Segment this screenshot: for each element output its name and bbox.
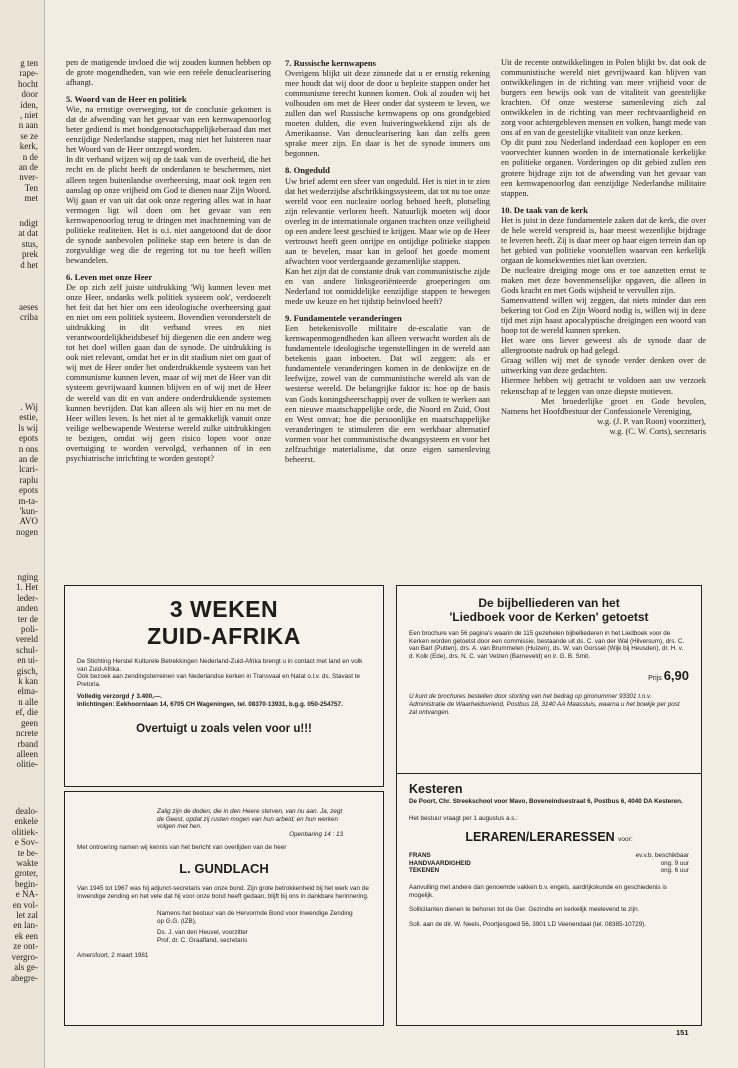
article-column-2 (285, 58, 490, 465)
gutter-line: enkele (14, 816, 38, 827)
gutter-block (18, 58, 44, 204)
ad-title: De bijbelliederen van het (478, 596, 620, 610)
paragraph: Graag willen wij met de synode verder denken over de uitwerking van deze gedachten. (501, 356, 706, 376)
obituary-intro: Met ontroering namen wij kennis van het bericht van overlijden van de heer (77, 844, 287, 852)
ad-price: Volledig verzorgd ƒ 3.400,—. (77, 693, 162, 701)
gutter-line: ter de (17, 613, 38, 624)
page-number: 151 (676, 1028, 689, 1037)
gutter-line: n ons (18, 443, 38, 454)
paragraph: pen de matigende invloed die wij zouden kunnen hebben op de grote mogendheden, van wie een reëele denuclearisering afhangt. (66, 58, 271, 88)
gutter-line: nogen (16, 526, 38, 537)
obituary-body: Van 1945 tot 1967 was hij adjunct-secretaris van onze bond. Zijn grote betrokkenheid bij het werk van de Inwendige zending en het vele dat hij voor onze bond heeft gedaan, blijft bij ons in dankbare herinnering. (77, 884, 369, 900)
gutter-line: let zal (16, 910, 38, 921)
paragraph: Het is juist in deze fundamentele zaken dat de kerk, die over de hele wereld verspreid is, haar meest wezenlijke bijdrage te leveren heeft. Zij is daar meer op haar eigen terrein dan op het gebied van politieke voorstellen waarvan een kerkelijk orgaan de konsekwenties niet kan overzien. (501, 215, 706, 265)
gutter-block (11, 806, 44, 983)
vacancy-row (397, 867, 701, 875)
vacancy-detail: ong. 9 uur (660, 859, 689, 867)
gutter-line: olitiek- (12, 826, 38, 837)
gutter-line: epots (19, 485, 38, 496)
vacancy-note: Sollicitanten dienen te behoren tot de Ger. Gezindte en kerkelijk meelevend te zijn. (409, 906, 640, 914)
gutter-line: elma- (17, 686, 38, 697)
gutter-line: n alle (18, 696, 38, 707)
ad-order-info: U kunt de brochures bestellen door storting van het bedrag op gironummer 93301 t.n.v. Administratie de Waarheidsvriend, Postbus 18, 3140 AA Maassluis, waarna u het boekje per post zal ontvangen. (409, 693, 680, 716)
gutter-line: kerk, (19, 141, 38, 152)
obituary-secretary: Prof. dr. C. Graafland, secretaris (157, 936, 248, 944)
gutter-line: leder- (17, 592, 38, 603)
gutter-line: e Sov- (14, 837, 38, 848)
gutter-line: ndigt (19, 218, 38, 228)
gutter-line: en lan- (13, 920, 38, 931)
paragraph: De nucleaire dreiging moge ons er toe aanzetten ernst te maken met deze bovenmenselijke opgaven, die alleen in Gods kracht en met Gods wijsheid te vervullen zijn. (501, 265, 706, 296)
obituary-gundlach (64, 791, 384, 1026)
gutter-line: en ui- (17, 655, 38, 666)
closing-greeting: Met broederlijke groet en Gode bevolen, Namens het Hoofdbestuur der Confessionele Vereniging, (501, 396, 706, 416)
section-heading: 5. Woord van de Heer en politiek (66, 94, 187, 105)
paragraph: Overigens blijkt uit deze zinsnede dat u er ernstig rekening mee houdt dat wij door de door u bepleite stappen onder het communisme terecht kunnen komen. Ook al zouden wij het volhouden om met de Heer onder dat systeem te leven, we zullen dan wel Russische kernwapens op ons grondgebied moeten dulden, die even huiveringwekkend zijn als de Amerikaanse. Van denuclearisering kan dan zelfs geen sprake meer zijn. En daar is het de synode immers om begonnen. (285, 69, 490, 159)
vacancy-intro: Het bestuur vraagt per 1 augustus a.s.: (409, 814, 518, 822)
gutter-block (16, 402, 44, 537)
gutter-line: an de (18, 162, 38, 173)
gutter-line: rape- (19, 68, 38, 79)
gutter-line: olitie- (16, 759, 38, 770)
paragraph: In dit verband wijzen wij op de taak van de overheid, die het recht en de plicht heeft de onderdanen te beschermen, niet alleen tegen buitenlandse overheersing, maar ook tegen een aanslag op onze vrijheid om God te dienen naar Zijn Woord. Wij gaan er van uit dat ook onze regering alles wat in haar vermogen ligt wil doen om het gevaar van een kernwapenoorlog terug te dringen met inachtneming van de politieke realiteiten. Het is o.i. niet aangetoond dat de door de synode aanbevolen politieke stap een betere is dan de zorgvuldige weg die de regering tot nu toe heeft willen bewandelen. (66, 155, 271, 265)
vacancy-note: Aanvulling met andere dan genoemde vakken b.v. engels, aardrijkskunde en geschiedenis is mogelijk. (409, 883, 667, 899)
vacancy-row (397, 860, 701, 868)
gutter-line: poli- (21, 624, 38, 635)
paragraph: Uw brief ademt een sfeer van ongeduld. Het is niet in te zien dat het wederzijdse afschrikkingssysteem, dat tot nu toe onze wereld voor een nucleaire oorlog behoed heeft, plotseling zijn relevantie verloren heeft. Natuurlijk moeten wij door overleg in de internationale organen trachten onze veiligheid op een andere leest geschied te krijgen. Maar wie op de Heer vertrouwt heeft geen onrijpe en ontijdige politieke stappen aan te bevelen, maar kan in geloof het goede moment afwachten voor verdergaande gezamenlijke stappen. (285, 176, 490, 266)
gutter-line: nver- (19, 172, 38, 183)
gutter-line: n aan (18, 120, 38, 131)
gutter-block (16, 572, 45, 770)
advertisement-bijbelliederen (396, 585, 702, 787)
ad-price (397, 668, 689, 683)
obituary-chairman: Ds. J. van den Heuvel, voorzitter (157, 929, 248, 937)
gutter-line: k kan (18, 676, 38, 687)
price-value: 6,90 (663, 668, 689, 684)
gutter-line: 'kun- (19, 506, 38, 517)
gutter-line: d het (20, 259, 38, 270)
gutter-line: vergro- (11, 951, 38, 962)
article-column-1 (66, 58, 271, 464)
section-heading: 7. Russische kernwapens (285, 58, 376, 68)
gutter-line: n de (22, 151, 38, 162)
adjacent-page-gutter (0, 0, 45, 1068)
gutter-line: groter, (14, 868, 38, 879)
gutter-line: se ze (20, 130, 38, 141)
vacancy-title: Kesteren (409, 782, 463, 796)
gutter-line: door (21, 89, 38, 100)
signature-secretary: w.g. (C. W. Corts), secretaris (609, 426, 706, 436)
bible-reference: Openbaring 14 : 13 (289, 830, 343, 838)
gutter-line: met (24, 193, 38, 204)
vacancy-heading-suffix: voor: (618, 836, 633, 844)
gutter-line: dealo- (15, 806, 38, 816)
gutter-line: prek (22, 249, 38, 260)
paragraph: Wie, na ernstige overweging, tot de conclusie gekomen is dat de afwending van het gevaar van een kernwapenoorlog beter gediend is met bondgenootschappelijkeberaad dan met eenzijdige Nederlandse stappen, mag niet het luisteren naar het Woord van de Heer ontzegd worden. (66, 105, 271, 155)
gutter-line: m-ta- (18, 495, 38, 506)
vacancy-subject: TEKENEN (409, 867, 440, 875)
gutter-line: ls wij (18, 422, 38, 433)
gutter-line: rband (17, 738, 38, 749)
gutter-line: iden, (20, 99, 38, 110)
gutter-line: raplu (19, 474, 38, 485)
vacancy-kesteren (396, 773, 702, 1026)
section-heading: 10. De taak van de kerk (501, 204, 588, 215)
gutter-line: . Wij (20, 402, 38, 412)
paragraph: Uit de recente ontwikkelingen in Polen blijkt bv. dat ook de communistische wereld niet gevrijwaard kan blijven van ontwikkelingen in de richting van meer vrijheid voor de burgers een bewijs ook van de vitaliteit van geestelijke krachten. Of onze westerse samenleving zich zal ontwikkelen in de richting van meer rechtvaardigheid en zorg voor achtergebleven mensen en volken, hangt mede van ons af en van de geestelijke vitaliteit van onze kerken. (501, 58, 706, 138)
gutter-line: Ten (24, 182, 38, 193)
section-heading: 9. Fundamentele veranderingen (285, 313, 402, 324)
paragraph: Kan het zijn dat de constante druk van communistische zijde en van andere linksgeoriënteerde groeperingen om Nederland tot onmiddelijke eenzijdige stappen te bewegen mede uw keuze en het tijdstip beïnvloed heeft? (285, 266, 490, 307)
gutter-line: epots (19, 433, 38, 444)
gutter-line: criba (20, 312, 38, 323)
gutter-line: 1. Het (16, 582, 38, 593)
gutter-line: g ten (20, 58, 38, 68)
paragraph: Samenvattend willen wij zeggen, dat niets minder dan een bekering tot God en Zijn Woord nodig is, willen wij in deze tijd met zijn haast apocalyptische dreigingen een woord van hoop tot de wereld kunnen spreken. (501, 296, 706, 336)
ad-title: ZUID-AFRIKA (147, 623, 301, 649)
gutter-line: ze ont- (13, 941, 38, 952)
gutter-line: nging (17, 572, 38, 582)
bible-quote: Zalig zijn de doden, die in den Heere sterven, van nu aan. Ja, zegt de Geest, opdat zij rusten mogen van hun arbeid; en hun werken volgen met hen. (157, 808, 343, 831)
gutter-line: te be- (17, 847, 38, 858)
ad-slogan: Overtuigt u zoals velen voor u!!! (136, 722, 312, 735)
gutter-line: at dat (18, 228, 38, 239)
vacancy-subject: FRANS (409, 852, 431, 860)
deceased-name: L. GUNDLACH (179, 860, 269, 876)
gutter-line: en vol- (12, 899, 38, 910)
paragraph: Het ware ons liever geweest als de synode daar de allergrootste nadruk op had gelegd. (501, 336, 706, 356)
signature-chairman: w.g. (J. P. van Roon) voorzitter), (597, 416, 706, 426)
gutter-line: stus, (21, 238, 38, 249)
gutter-line: estie, (19, 412, 38, 423)
gutter-line: ek een (14, 930, 38, 941)
gutter-line: ef, die (15, 707, 38, 718)
gutter-line: abegre- (11, 972, 38, 983)
gutter-line: AVO (19, 516, 38, 527)
vacancy-list (397, 852, 701, 875)
obituary-signatory: Namens het bestuur van de Hervormde Bond voor Inwendige Zending op G.G. (IZB), (157, 910, 353, 925)
ad-body: De Stichting Herstel Kulturele Betrekkingen Nederland-Zuid-Afrika brengt u in contact met land en volk van Zuid-Afrika. (77, 658, 363, 673)
gutter-line: an de (18, 454, 38, 465)
gutter-line: alleen (16, 748, 38, 759)
gutter-line: vereld (15, 634, 38, 645)
ad-contact: Inlichtingen: Eekhoornlaan 14, 6705 CH Wageningen, tel. 08370-13931, b.g.g. 050-254757. (77, 700, 343, 708)
gutter-line: lcari- (19, 464, 38, 475)
gutter-line: gisch, (16, 665, 38, 676)
vacancy-row (397, 852, 701, 860)
gutter-block (19, 302, 44, 323)
gutter-block (18, 218, 44, 270)
gutter-line: als ge- (14, 962, 38, 973)
paragraph: Hiermee hebben wij getracht te voldoen aan uw verzoek rekenschap af te leggen van onze diepste motieven. (501, 376, 706, 396)
vacancy-heading-text: LERAREN/LERARESSEN (465, 830, 615, 845)
gutter-line: geen (21, 717, 38, 728)
gutter-line: wakte (16, 858, 38, 869)
gutter-line: schul- (16, 644, 38, 655)
gutter-line: aeses (19, 302, 38, 312)
vacancy-detail: ev.v.b. beschikbaar (635, 852, 689, 860)
article-column-3 (501, 58, 706, 437)
gutter-line: hocht (18, 78, 38, 89)
gutter-line: e NA- (15, 889, 38, 900)
section-heading: 8. Ongeduld (285, 165, 330, 176)
paragraph: De op zich zelf juiste uitdrukking 'Wij kunnen leven met onze Heer, ondanks welk politiek systeem ook', verdoezelt het feit dat het hier om een ideologische overheersing gaat en niet om een politiek systeem. Bovendien veronderstelt de uitdrukking in dit verband vrees en niet verantwoordelijkheidsbesef bij diegenen die een andere weg tot het doel willen gaan dan de synode. De uitdrukking is ook niet relevant, omdat het er in dit stadium niet om gaat of wij met de Heer onder het onderdrukkende systeem van het communisme kunnen leven, maar of wij met de Heer van dit systeem gevrijwaard kunnen blijven en of wij met de Heer de wereld van dit en van andere onderdrukkende systemen kunnen bevrijden. Dat kan alleen als wij hier en nu met de Heer willen leven. Is het niet al te gemakkelijk vanuit onze veilige welbewapende Westerse wereld zulke uitdrukkingen te bezigen, omdat wij geen risico lopen voor onze overtuiging te worden vervolgd, verbannen of in een psychiatrische inrichting te worden gestopt? (66, 282, 271, 463)
vacancy-detail: ong. 6 uur (660, 867, 689, 875)
vacancy-subject: HANDVAARDIGHEID (409, 859, 471, 867)
gutter-line: ncrete (16, 728, 38, 739)
paragraph: Een betekenisvolle militaire de-escalatie van de kernwapenmogendheden kan alleen verwacht worden als de fundamentele ideologische tegenstellingen in de wereld aan betekenis gaan inboeten. Dat wil zeggen: als er fundamentele veranderingen komen in de denkwijze en de leefwijze, zowel van de communistische wereld als van de westerse wereld. De belangrijke faktor is: hoe op de basis van Gods koningsheerschappij over de volken te werken aan een nieuwe maatschappelijke orde, die Noord en Zuid, Oost en West omvat; hoe die persoonlijke en maatschappelijke veranderingen te stimuleren die een werkbaar alternatief vormen voor het communistische dwangsysteem en voor het zelfzuchtige materialisme, dat onze eigen samenleving beheerst. (285, 324, 490, 464)
ad-body: Ook bezoek aan zendingsterreinen van Nederlandse kerken in Transvaal en Natal o.l.v. ds. Stavast te Pretoria. (77, 673, 361, 688)
school-address: De Poort, Chr. Streekschool voor Mavo, Boveneindsestraat 6, Postbus 6, 4040 DA Kesteren. (409, 798, 683, 805)
advertisement-zuid-afrika (64, 585, 384, 787)
vacancy-heading (397, 830, 701, 844)
gutter-line: , niet (20, 110, 38, 121)
gutter-line: anden (16, 603, 38, 614)
price-label: Prijs (648, 675, 662, 683)
ad-title: 'Liedboek voor de Kerken' getoetst (449, 610, 649, 624)
section-heading: 6. Leven met onze Heer (66, 271, 153, 282)
ad-title: 3 WEKEN (169, 596, 279, 622)
gutter-line: begin- (15, 878, 38, 889)
obituary-place-date: Amersfoort, 2 maart 1981 (77, 951, 149, 959)
paragraph: Op dit punt zou Nederland inderdaad een koploper en een voorvechter kunnen worden in de internationale kerkelijke en politieke organen. Vorderingen op dit gebied zullen een grotere bijdrage zijn tot de afwending van het gevaar van een kernwapenoorlog dan eenzijdige Nederlandse militaire stappen. (501, 138, 706, 198)
ad-body: Een brochure van 56 pagina's waarin de 115 gezehelen bijbelliederen in het Liedboek voor de Kerken worden getoetst door een commissie, bestaande uit ds. C. van der Wal (Hilversum), drs. C. van Bart (Putten), drs. A. van Brummelen (Huizen), ds. W. van Gorssel (Wijk bij Heusden), dr. H. v. d. Kolk (Ede), drs. N. C. van Velzen (Barneveld) en ir. G. B. Smit. (409, 630, 685, 660)
vacancy-contact: Soll. aan de dir. W. Neels, Poortjesgoed 56, 3901 LD Veenendaal (tel. 08385-10729). (409, 920, 646, 928)
